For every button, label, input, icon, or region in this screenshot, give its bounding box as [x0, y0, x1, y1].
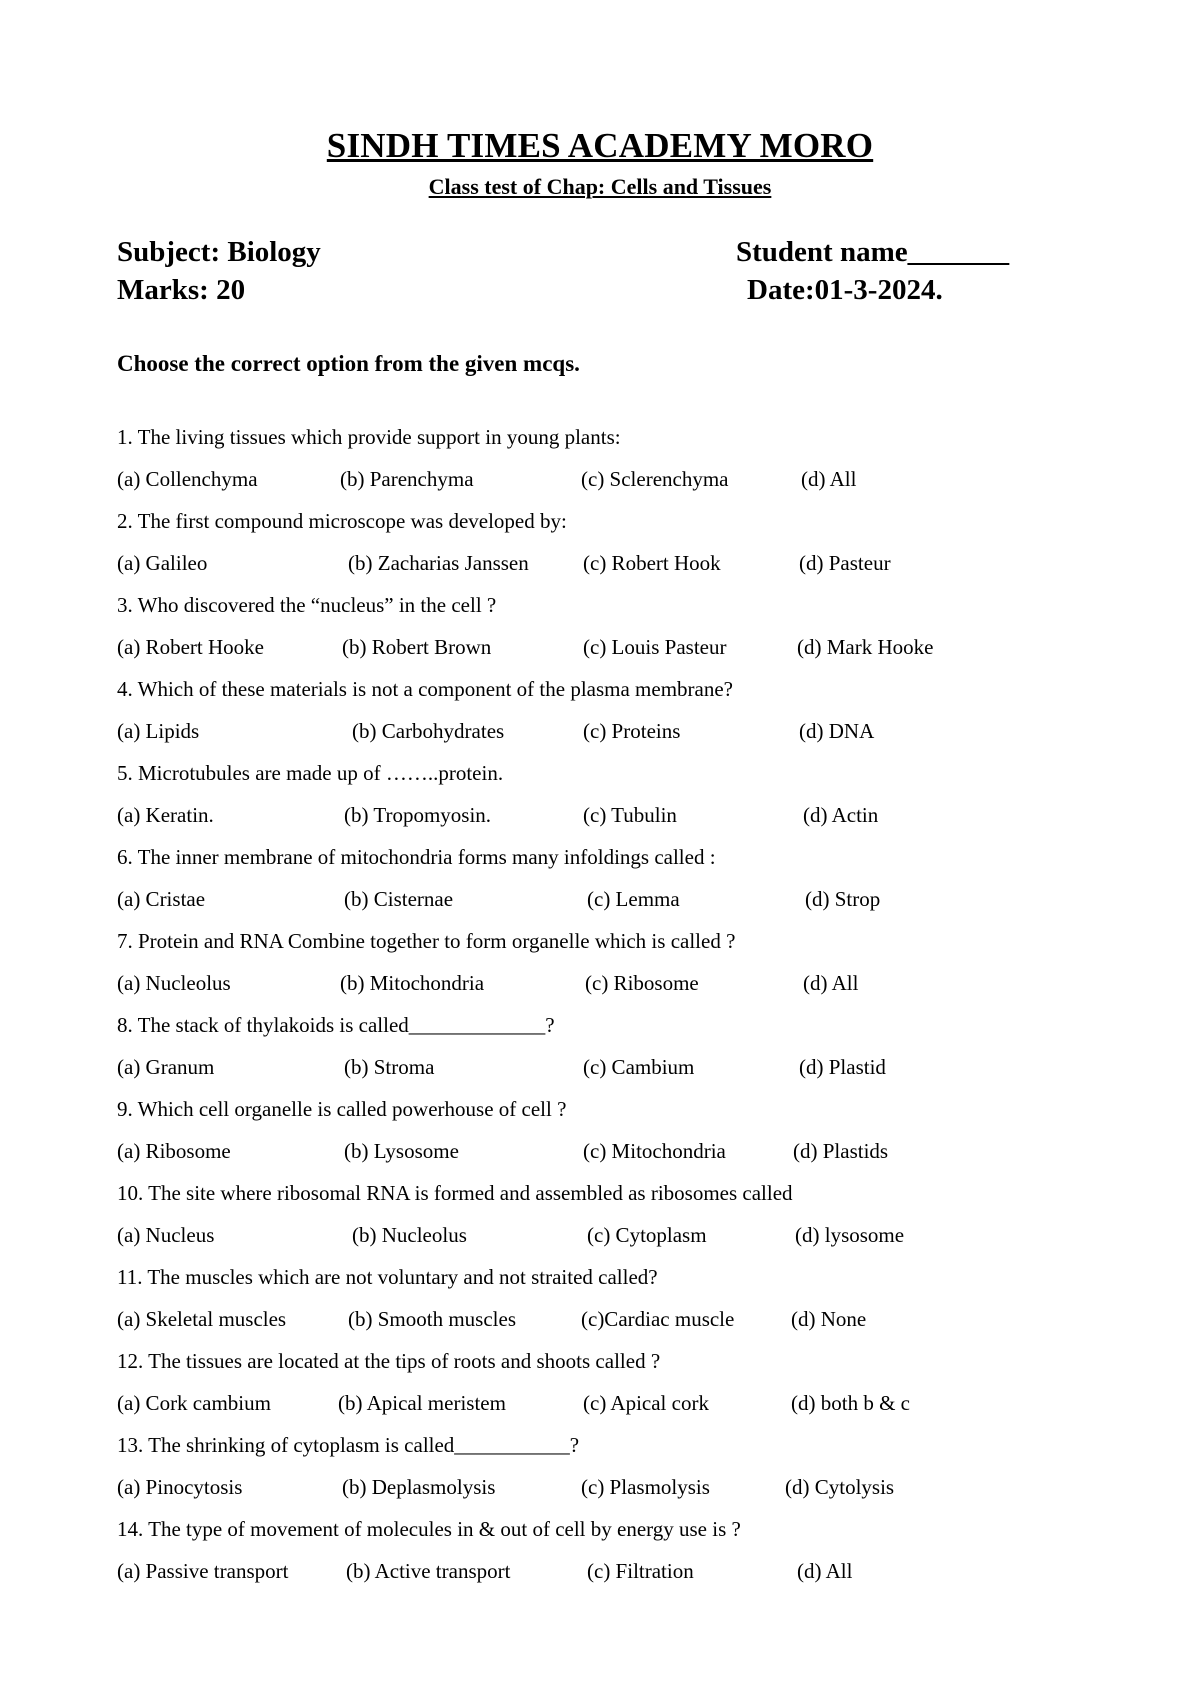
question-12: 12. The tissues are located at the tips of roots and shoots called ?: [117, 1349, 661, 1373]
q11-option-a: (a) Skeletal muscles: [117, 1307, 287, 1331]
question-11: 11. The muscles which are not voluntary and not straited called?: [117, 1265, 658, 1289]
q12-option-c: (c) Apical cork: [583, 1391, 709, 1415]
q7-option-c: (c) Ribosome: [585, 971, 699, 995]
q5-option-a: (a) Keratin.: [117, 803, 214, 827]
q9-option-b: (b) Lysosome: [344, 1139, 459, 1163]
question-4: 4. Which of these materials is not a component of the plasma membrane?: [117, 677, 734, 701]
q9-option-d: (d) Plastids: [793, 1139, 889, 1163]
q4-option-a: (a) Lipids: [117, 719, 200, 743]
q6-option-c: (c) Lemma: [587, 887, 680, 911]
q13-option-c: (c) Plasmolysis: [581, 1475, 710, 1499]
question-3: 3. Who discovered the “nucleus” in the cell ?: [117, 593, 497, 617]
q6-option-d: (d) Strop: [805, 887, 881, 911]
q13-option-b: (b) Deplasmolysis: [342, 1475, 496, 1499]
q4-option-b: (b) Carbohydrates: [352, 719, 505, 743]
q10-option-c: (c) Cytoplasm: [587, 1223, 707, 1247]
marks-label: Marks: 20: [117, 274, 246, 306]
q6-option-b: (b) Cisternae: [344, 887, 454, 911]
q4-option-c: (c) Proteins: [583, 719, 681, 743]
test-subtitle: Class test of Chap: Cells and Tissues: [428, 174, 772, 199]
date-label: Date:01-3-2024.: [747, 274, 943, 306]
q6-option-a: (a) Cristae: [117, 887, 206, 911]
q14-option-b: (b) Active transport: [346, 1559, 511, 1583]
q2-option-d: (d) Pasteur: [799, 551, 891, 575]
q10-option-b: (b) Nucleolus: [352, 1223, 467, 1247]
q12-option-b: (b) Apical meristem: [338, 1391, 506, 1415]
question-5: 5. Microtubules are made up of ……..protein.: [117, 761, 504, 785]
q10-option-a: (a) Nucleus: [117, 1223, 215, 1247]
q11-option-c: (c)Cardiac muscle: [581, 1307, 735, 1331]
q3-option-c: (c) Louis Pasteur: [583, 635, 727, 659]
instruction-text: Choose the correct option from the given mcqs.: [117, 351, 580, 376]
question-7: 7. Protein and RNA Combine together to form organelle which is called ?: [117, 929, 736, 953]
q2-option-a: (a) Galileo: [117, 551, 208, 575]
question-8: 8. The stack of thylakoids is called_____________?: [117, 1013, 555, 1037]
subject-label: Subject: Biology: [117, 236, 321, 268]
q11-option-d: (d) None: [791, 1307, 867, 1331]
student-name-label: Student name_______: [736, 236, 1010, 268]
question-10: 10. The site where ribosomal RNA is formed and assembled as ribosomes called: [117, 1181, 793, 1205]
q2-option-c: (c) Robert Hook: [583, 551, 721, 575]
q8-option-c: (c) Cambium: [583, 1055, 695, 1079]
question-1: 1. The living tissues which provide support in young plants:: [117, 425, 621, 449]
q5-option-c: (c) Tubulin: [583, 803, 677, 827]
q1-option-a: (a) Collenchyma: [117, 467, 258, 491]
q5-option-b: (b) Tropomyosin.: [344, 803, 492, 827]
q12-option-a: (a) Cork cambium: [117, 1391, 271, 1415]
q7-option-b: (b) Mitochondria: [340, 971, 485, 995]
q2-option-b: (b) Zacharias Janssen: [348, 551, 529, 575]
q1-option-d: (d) All: [801, 467, 857, 491]
q9-option-a: (a) Ribosome: [117, 1139, 231, 1163]
q8-option-b: (b) Stroma: [344, 1055, 435, 1079]
q1-option-b: (b) Parenchyma: [340, 467, 474, 491]
q13-option-d: (d) Cytolysis: [785, 1475, 895, 1499]
question-6: 6. The inner membrane of mitochondria forms many infoldings called :: [117, 845, 716, 869]
question-2: 2. The first compound microscope was developed by:: [117, 509, 567, 533]
q7-option-d: (d) All: [803, 971, 859, 995]
q12-option-d: (d) both b & c: [791, 1391, 910, 1415]
q7-option-a: (a) Nucleolus: [117, 971, 231, 995]
question-13: 13. The shrinking of cytoplasm is called___________?: [117, 1433, 580, 1457]
q4-option-d: (d) DNA: [799, 719, 875, 743]
q11-option-b: (b) Smooth muscles: [348, 1307, 516, 1331]
q14-option-c: (c) Filtration: [587, 1559, 694, 1583]
q8-option-a: (a) Granum: [117, 1055, 215, 1079]
page-title: SINDH TIMES ACADEMY MORO: [326, 126, 874, 165]
q3-option-a: (a) Robert Hooke: [117, 635, 264, 659]
q3-option-d: (d) Mark Hooke: [797, 635, 934, 659]
question-9: 9. Which cell organelle is called powerhouse of cell ?: [117, 1097, 567, 1121]
q3-option-b: (b) Robert Brown: [342, 635, 492, 659]
q9-option-c: (c) Mitochondria: [583, 1139, 726, 1163]
question-14: 14. The type of movement of molecules in & out of cell by energy use is ?: [117, 1517, 741, 1541]
q13-option-a: (a) Pinocytosis: [117, 1475, 243, 1499]
q14-option-d: (d) All: [797, 1559, 853, 1583]
q8-option-d: (d) Plastid: [799, 1055, 886, 1079]
q5-option-d: (d) Actin: [803, 803, 879, 827]
q1-option-c: (c) Sclerenchyma: [581, 467, 729, 491]
q14-option-a: (a) Passive transport: [117, 1559, 289, 1583]
q10-option-d: (d) lysosome: [795, 1223, 905, 1247]
